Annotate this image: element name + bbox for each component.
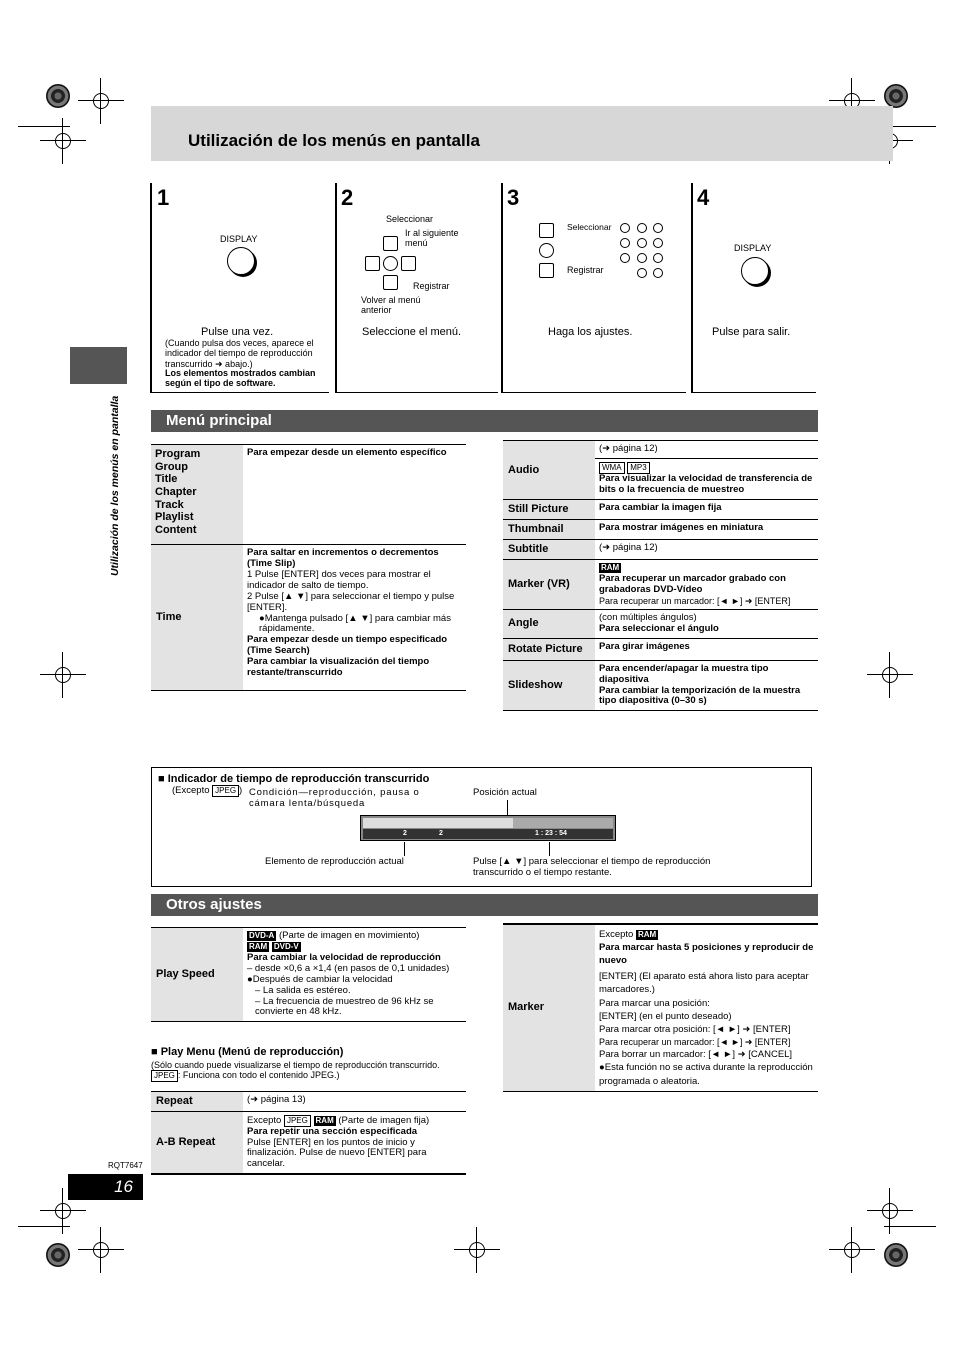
table-row [503,519,818,539]
label-register: Registrar [567,265,604,275]
row-line: – desde ×0,6 a ×1,4 (en pasos de 0,1 unidades) [247,962,450,974]
document-code: RQT7647 [108,1161,143,1170]
row-line: – La salida es estéreo. [255,984,351,996]
step-caption: Haga los ajustes. [548,326,633,338]
row-desc: Para cambiar la visualización del tiempo restante/transcurrido [247,656,430,679]
up-key-icon [383,236,398,251]
display-button-icon [227,247,255,275]
row-line: ●Mantenga pulsado [▲ ▼] para cambiar más rápidamente. [259,612,451,635]
crosshair-mark [86,86,116,116]
row-desc: Para marcar hasta 5 posiciones y reproducir de nuevo [599,942,814,967]
table-row [503,539,818,559]
row-key: Rotate Picture [503,638,595,660]
except-text: Excepto [247,1114,282,1126]
except-text: (Excepto [172,785,210,796]
label-register: Registrar [413,281,450,291]
crosshair-mark [48,660,78,690]
enter-key-icon [539,243,554,258]
row-line: [ENTER] (El aparato está ahora listo para aceptar marcadores.) [599,971,809,996]
page-number: 16 [68,1174,143,1200]
page-title: Utilización de los menús en pantalla [188,131,480,150]
play-menu-title-text: Play Menu (Menú de reproducción) [160,1046,344,1058]
step-caption: Seleccione el menú. [362,326,462,338]
repeat-table [151,1091,466,1175]
pulse-label: Pulse [▲ ▼] para seleccionar el tiempo de reproducción transcurrido o el tiempo restante. [473,856,711,878]
row-line: Para marcar otra posición: [◄ ►] ➜ [ENTER] [599,1023,791,1035]
row-key: Subtitle [503,539,595,559]
crosshair-mark [837,1235,867,1265]
row-key: Program Group Title Chapter Track Playlist Content [151,445,243,545]
row-desc: Para seleccionar el ángulo [599,622,719,634]
enter-key-icon [383,256,398,271]
marker-table [503,923,818,1092]
condition-label: Condición—reproducción, pausa o cámara lenta/búsqueda [249,787,420,809]
crosshair-mark [86,1235,116,1265]
format-tag: RAM [637,930,657,939]
row-line: ●Esta función no se activa durante la reproducción programada o aleatoria. [599,1062,813,1087]
table-row [151,928,466,1022]
row-desc: Para empezar desde un tiempo especificado (Time Search) [247,634,448,657]
format-tag: JPEG [212,785,239,797]
down-key-icon [539,263,554,278]
label-select: Seleccionar [567,222,612,232]
row-desc: Para recuperar un marcador grabado con grabadoras DVD-Vídeo [599,572,786,595]
step-1 [151,183,329,393]
row-key: Play Speed [151,928,243,1022]
indicator-except: (Excepto JPEG ) [172,785,243,796]
label-select: Seleccionar [386,214,434,224]
crosshair-mark [875,1196,905,1226]
row-line: [ENTER] (en el punto deseado) [599,1010,732,1022]
step-caption: Pulse para salir. [712,326,791,338]
number-key-icon [637,238,647,248]
format-tag: RAM [601,562,620,572]
position-label: Posición actual [473,787,537,798]
right-key-icon [401,256,416,271]
play-speed-table [151,927,466,1022]
table-row [503,609,818,638]
play-menu-note1: (Sólo cuando puede visualizarse el tiempo de reproducción transcurrido. [151,1060,440,1070]
number-key-icon [653,223,663,233]
row-desc: Para cambiar la imagen fija [595,499,818,519]
main-menu-table-right [503,440,818,711]
table-row [503,638,818,660]
table-row [503,924,818,1091]
row-line: Pulse [ENTER] en los puntos de inicio y finalización. Pulse de nuevo [ENTER] para cancelar. [247,1136,427,1170]
indicator-title: ■ Indicador de tiempo de reproducción transcurrido [158,773,430,785]
table-row [151,445,466,545]
row-key: Angle [503,609,595,638]
row-key: Repeat [151,1092,243,1112]
left-key-icon [365,256,380,271]
table-row [503,559,818,609]
table-row [151,545,466,691]
row-line: – La frecuencia de muestreo de 96 kHz se convierte en 48 kHz. [255,995,434,1018]
crosshair-mark [48,1196,78,1226]
up-key-icon [539,223,554,238]
crosshair-mark [48,126,78,156]
number-key-icon [620,253,630,263]
indicator-box [151,767,812,887]
step-caption: Pulse una vez. [201,326,274,338]
section-heading-otros-ajustes: Otros ajustes [151,894,818,916]
registration-rose [884,1243,908,1267]
row-line: Para recuperar un marcador: [◄ ►] ➜ [ENTER] [599,1036,791,1047]
number-key-icon [637,253,647,263]
format-tag: DVD-A [249,931,275,940]
row-line: 1 Pulse [ENTER] dos veces para mostrar el indicador de salto de tiempo. [247,568,431,591]
registration-rose [46,1243,70,1267]
registration-rose [884,84,908,108]
row-key: Time [151,545,243,691]
table-row [503,660,818,711]
number-key-icon [653,238,663,248]
table-row [503,441,818,500]
row-desc: Para cambiar la velocidad de reproducción [247,951,441,963]
except-text: Excepto [599,929,634,940]
step-note-bold: Los elementos mostrados cambian según el tipo de software. [165,368,316,389]
row-line: (Parte de imagen fija) [338,1114,430,1126]
element-label: Elemento de reproducción actual [265,856,404,867]
row-key: Slideshow [503,660,595,711]
display-button-label: DISPLAY [220,234,258,244]
play-menu-title: ■ Play Menu (Menú de reproducción) [151,1046,344,1058]
row-line: (Parte de imagen en movimiento) [278,930,420,941]
row-desc: Para cambiar la temporización de la muestra tipo diapositiva (0–30 s) [599,684,801,707]
bar-time: 1 : 23 : 54 [535,830,567,837]
play-menu-note2: : Funciona con todo el contenido JPEG.) [177,1070,340,1081]
row-desc: Para empezar desde un elemento específico [243,445,466,545]
step-3 [501,183,686,393]
down-key-icon [383,275,398,290]
elapsed-time-bar [360,815,616,841]
row-key: Still Picture [503,499,595,519]
number-key-icon [637,223,647,233]
step-4 [691,183,816,393]
side-tab [70,347,127,384]
row-key: Marker [503,924,595,1091]
format-tag: RAM [249,941,268,951]
number-key-icon [653,268,663,278]
format-tag: RAM [315,1115,334,1125]
row-key: Audio [503,441,595,500]
step-note: (Cuando pulsa dos veces, aparece el indicador del tiempo de reproducción transcurrido ➜ abajo.) [165,338,314,369]
row-line: (➜ página 13) [243,1092,466,1112]
format-tag: JPEG [151,1070,178,1082]
format-tag: WMA [599,462,625,474]
row-line: (con múltiples ángulos) [599,611,697,623]
display-button-label: DISPLAY [734,243,772,253]
step-number: 2 [341,185,354,210]
row-line: Para marcar una posición: [599,997,710,1009]
row-desc: Para visualizar la velocidad de transferencia de bits o la frecuencia de muestreo [599,472,813,495]
row-key: A-B Repeat [151,1111,243,1174]
registration-rose [46,84,70,108]
row-line: (➜ página 12) [595,441,818,459]
row-key: Thumbnail [503,519,595,539]
step-number: 4 [697,185,710,210]
title-band [151,106,893,161]
main-menu-table-left [151,444,466,691]
crosshair-mark [462,1235,492,1265]
row-line: ●Después de cambiar la velocidad [247,973,393,985]
row-desc: Para repetir una sección especificada [247,1125,418,1137]
step-number: 1 [157,185,170,210]
indicator-title-text: Indicador de tiempo de reproducción transcurrido [167,773,430,785]
side-label: Utilización de los menús en pantalla [108,395,121,577]
crosshair-mark [875,660,905,690]
table-row [503,499,818,519]
step-number: 3 [507,185,520,210]
row-line: Para borrar un marcador: [◄ ►] ➜ [CANCEL] [599,1049,793,1061]
section-heading-menu-principal: Menú principal [151,410,818,432]
number-key-icon [620,238,630,248]
bar-title-number: 2 [403,830,407,837]
format-tag: MP3 [627,462,649,474]
row-line: 2 Pulse [▲ ▼] para seleccionar el tiempo y pulse [ENTER]. [247,590,455,613]
row-desc: Para saltar en incrementos o decrementos (Time Slip) [247,547,439,569]
row-line: (➜ página 12) [595,539,818,559]
label-back-menu: Volver al menú anterior [361,295,421,316]
row-desc: Para girar imágenes [595,638,818,660]
step-2 [335,183,498,393]
number-key-icon [653,253,663,263]
row-line: Para recuperar un marcador: [◄ ►] ➜ [ENTER] [599,595,791,606]
table-row [151,1092,466,1112]
label-next-menu: Ir al siguiente menú [405,228,459,249]
display-button-icon [741,257,769,285]
table-row [151,1111,466,1174]
format-tag: DVD-V [273,941,299,951]
number-key-icon [620,223,630,233]
row-desc: Para mostrar imágenes en miniatura [595,519,818,539]
play-menu-note [151,1060,471,1082]
format-tag: JPEG [284,1115,311,1127]
number-key-icon [637,268,647,278]
bar-chapter-number: 2 [439,830,443,837]
row-key: Marker (VR) [503,559,595,609]
row-desc: Para encender/apagar la muestra tipo diapositiva [599,662,769,685]
